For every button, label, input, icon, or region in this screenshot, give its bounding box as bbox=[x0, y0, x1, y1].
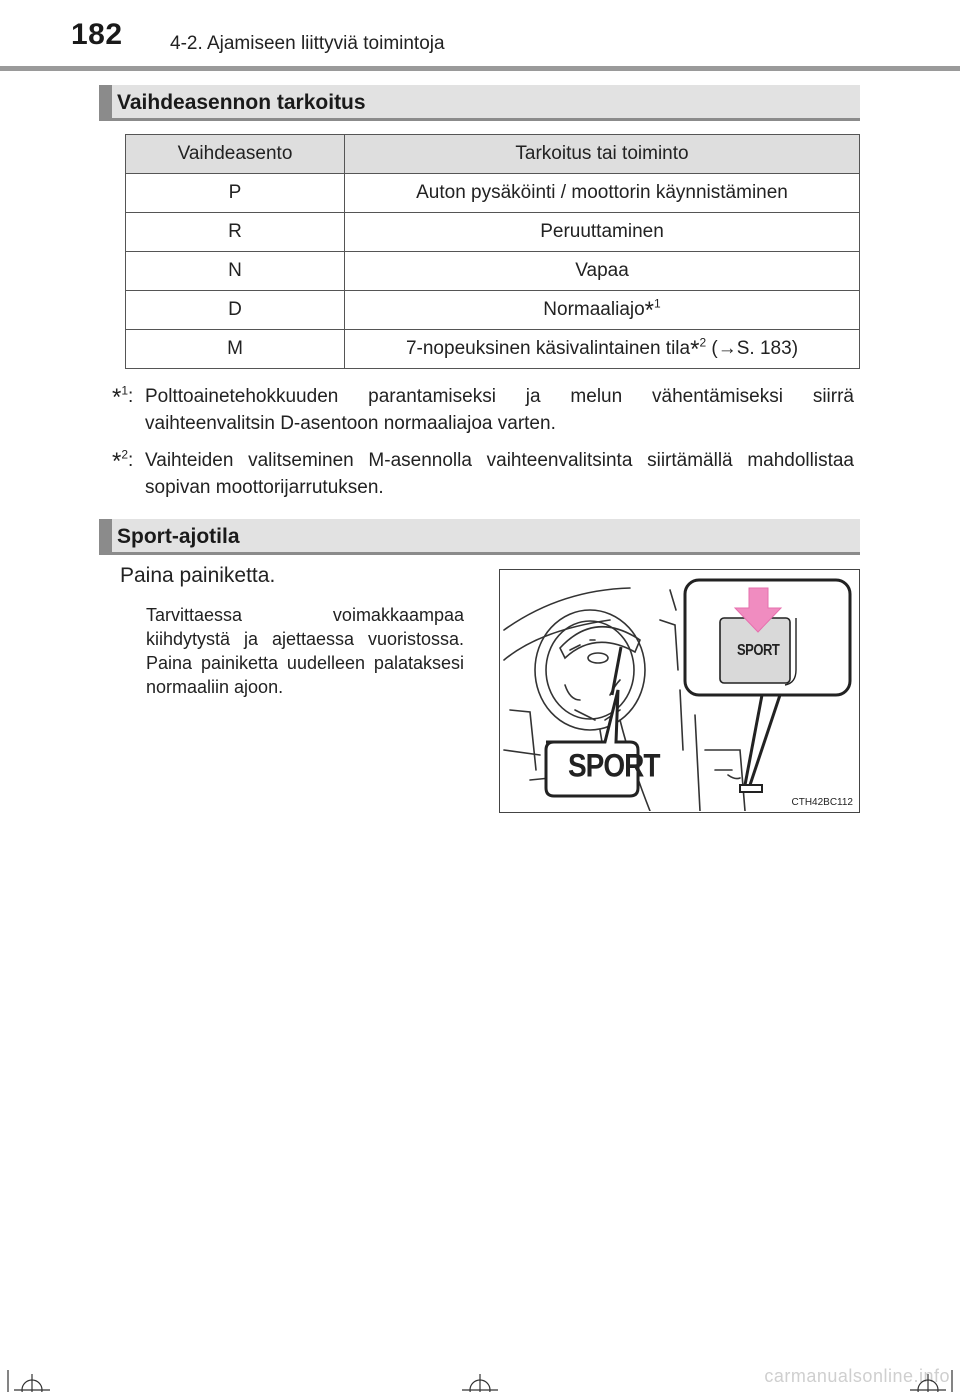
cell-position: N bbox=[126, 252, 345, 291]
footnote-1 bbox=[112, 383, 854, 437]
watermark: carmanualsonline.info bbox=[764, 1366, 950, 1386]
arrow-icon: → bbox=[717, 338, 737, 359]
table-row bbox=[126, 174, 860, 213]
dashboard-drawing bbox=[500, 570, 858, 811]
cell-function: 7-nopeuksinen käsivalintainen tila*$^2$ (→S. 183) bbox=[345, 330, 860, 369]
table-row bbox=[126, 252, 860, 291]
table-row bbox=[126, 330, 860, 369]
column-header-function: Tarkoitus tai toiminto bbox=[345, 135, 860, 174]
table-row bbox=[126, 213, 860, 252]
cell-position: D bbox=[126, 291, 345, 330]
sport-button-illustration bbox=[499, 569, 860, 813]
section-header-sport-mode bbox=[99, 519, 860, 555]
page-reference-link[interactable]: S. 183 bbox=[736, 338, 792, 359]
cell-function bbox=[345, 291, 860, 330]
footnote-2 bbox=[112, 447, 854, 501]
page-number: 182 bbox=[71, 18, 123, 51]
table-row bbox=[126, 291, 860, 330]
illustration-code: CTH42BC112 bbox=[791, 797, 853, 808]
footnote-marker: *$^2$: bbox=[112, 447, 134, 475]
sport-label-large: SPORT bbox=[568, 747, 660, 784]
function-text: 7-nopeuksinen käsivalintainen tila bbox=[405, 338, 691, 359]
cell-position: M bbox=[126, 330, 345, 369]
footnote-star: * bbox=[644, 297, 655, 324]
footnote-marker: *$^1$: bbox=[112, 383, 134, 411]
function-text: Normaaliajo bbox=[543, 299, 645, 320]
cell-position: P bbox=[126, 174, 345, 213]
table-header-row bbox=[126, 135, 860, 174]
sport-label-small: SPORT bbox=[737, 640, 780, 659]
description-text: Tarvittaessa voimakkaampaa kiihdytystä ja ajettaessa vuoristossa. Paina painiketta uudelleen palataksesi normaaliin ajoon. bbox=[146, 605, 464, 697]
cell-function: Auton pysäköinti / moottorin käynnistäminen bbox=[345, 174, 860, 213]
chapter-title: 4-2. Ajamiseen liittyviä toimintoja bbox=[170, 33, 445, 54]
footnote-ref: 1 bbox=[654, 296, 661, 311]
instruction-text: Paina painiketta. bbox=[120, 564, 276, 587]
cell-function: Vapaa bbox=[345, 252, 860, 291]
section-title: Vaihdeasennon tarkoitus bbox=[117, 91, 366, 114]
section-title: Sport-ajotila bbox=[117, 525, 240, 548]
cell-position: R bbox=[126, 213, 345, 252]
footnote-star: * bbox=[690, 336, 700, 363]
section-header-gear-positions bbox=[99, 85, 860, 121]
header-rule bbox=[0, 66, 960, 71]
cell-function: Peruuttaminen bbox=[345, 213, 860, 252]
footnote-text: Vaihteiden valitseminen M-asennolla vaihteenvalitsinta siirtämällä mahdollistaa sopivan moottorijarrutuksen. bbox=[145, 450, 854, 498]
column-header-position: Vaihdeasento bbox=[126, 135, 345, 174]
footnote-text: Polttoainetehokkuuden parantamiseksi ja melun vähentämiseksi siirrä vaihteenvalitsin D-asentoon normaaliajoa varten. bbox=[145, 386, 854, 434]
gear-position-table bbox=[125, 134, 860, 369]
crop-marks bbox=[0, 1370, 960, 1392]
footnote-ref: 2 bbox=[699, 335, 707, 350]
